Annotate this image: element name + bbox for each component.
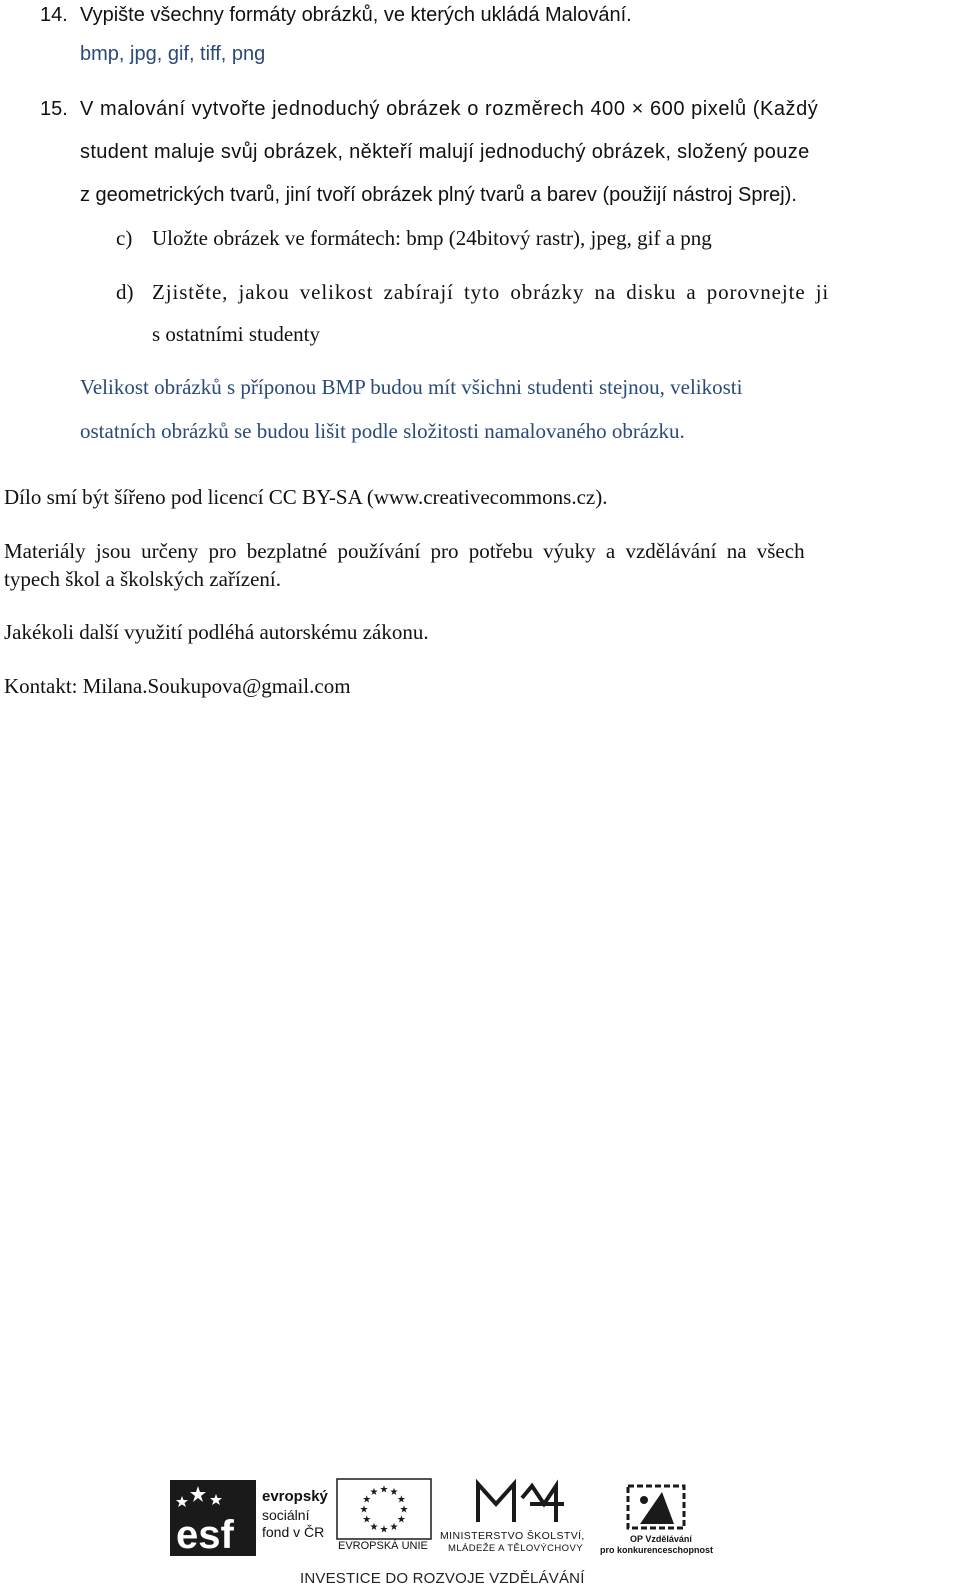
item-c-text: Uložte obrázek ve formátech: bmp (24bitový rastr), jpeg, gif a png <box>152 226 712 250</box>
license-text: Dílo smí být šířeno pod licencí CC BY-SA (www.creativecommons.cz). <box>4 485 608 509</box>
msmt-monogram-icon <box>440 1478 590 1526</box>
copyright-text: Jakékoli další využití podléhá autorskému zákonu. <box>4 620 429 644</box>
op-vk-logo <box>600 1478 714 1558</box>
esf-logo <box>168 1478 328 1558</box>
question-15-line-3: z geometrických tvarů, jiní tvoří obrázek plný tvarů a barev (použijí nástroj Sprej). <box>80 184 797 206</box>
eu-star-icon: ★ <box>359 1504 369 1516</box>
msmt-line-2: MLÁDEŽE A TĚLOVÝCHOVY <box>448 1543 583 1554</box>
esf-line-3: fond v ČR <box>262 1524 325 1540</box>
item-c-label: c) <box>116 226 133 250</box>
op-line-1: OP Vzdělávání <box>630 1534 692 1544</box>
question-15-line-2: student maluje svůj obrázek, někteří malují jednoduchý obrázek, složený pouze <box>80 141 810 163</box>
question-15-answer-line-1: Velikost obrázků s příponou BMP budou mít všichni studenti stejnou, velikosti <box>80 375 743 399</box>
eu-star-icon: ★ <box>379 1484 389 1496</box>
eu-star-icon: ★ <box>396 1514 406 1526</box>
msmt-logo <box>440 1478 590 1558</box>
question-14-text: Vypište všechny formáty obrázků, ve kterých ukládá Malování. <box>80 4 632 26</box>
msmt-line-1: MINISTERSTVO ŠKOLSTVÍ, <box>440 1530 585 1542</box>
question-15-line-1 <box>80 96 942 122</box>
eu-star-icon: ★ <box>389 1487 399 1499</box>
question-15-number: 15. <box>40 98 68 120</box>
item-d-label: d) <box>116 280 134 304</box>
op-vk-emblem-icon <box>600 1478 710 1534</box>
question-14-answer: bmp, jpg, gif, tiff, png <box>80 43 266 65</box>
svg-text:esf: esf <box>176 1513 234 1557</box>
op-line-2: pro konkurenceschopnost <box>600 1545 714 1555</box>
esf-emblem-icon <box>168 1478 258 1558</box>
eu-logo <box>336 1478 432 1558</box>
eu-star-icon: ★ <box>369 1521 379 1533</box>
item-d-line-1: Zjistěte, jakou velikost zabírají tyto obrázky na disku a porovnejte ji <box>152 280 830 304</box>
question-15-answer-line-2: ostatních obrázků se budou lišit podle složitosti namalovaného obrázku. <box>80 419 685 443</box>
contact-text: Kontakt: Milana.Soukupova@gmail.com <box>4 674 351 698</box>
eu-star-icon: ★ <box>362 1494 372 1506</box>
footer-caption: INVESTICE DO ROZVOJE VZDĚLÁVÁNÍ <box>300 1570 585 1587</box>
eu-flag-icon <box>336 1478 432 1540</box>
item-d-line-2: s ostatními studenty <box>152 322 320 346</box>
eu-star-icon: ★ <box>396 1494 406 1506</box>
esf-line-2: sociální <box>262 1507 310 1523</box>
eu-star-icon: ★ <box>369 1487 379 1499</box>
eu-star-icon: ★ <box>379 1524 389 1536</box>
usage-text-line-2: typech škol a školských zařízení. <box>4 567 281 591</box>
usage-text-line-1: Materiály jsou určeny pro bezplatné používání pro potřebu výuky a vzdělávání na všech <box>4 539 805 563</box>
eu-label: EVROPSKÁ UNIE <box>338 1540 428 1552</box>
esf-line-1: evropský <box>262 1488 328 1505</box>
eu-star-icon: ★ <box>389 1521 399 1533</box>
eu-star-icon: ★ <box>399 1504 409 1516</box>
question-14-number: 14. <box>40 4 68 26</box>
question-15-line-1-text: V malování vytvořte jednoduchý obrázek o rozměrech 400 × 600 pixelů (Každý <box>80 98 819 120</box>
eu-star-icon: ★ <box>362 1514 372 1526</box>
